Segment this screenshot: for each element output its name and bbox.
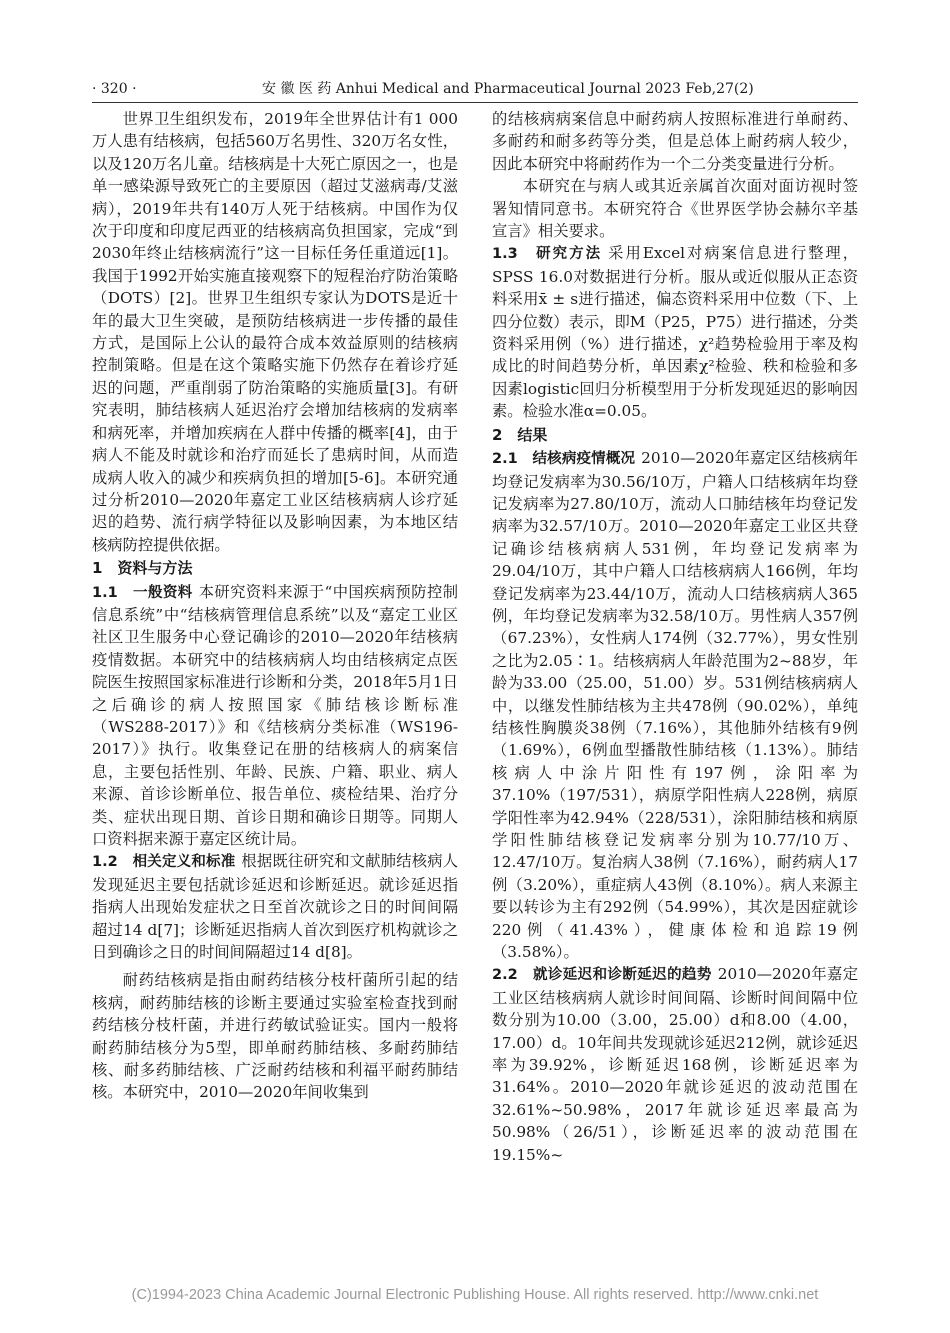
section-2-2 <box>492 963 858 1166</box>
section-1-2-heading: 1.2 相关定义和标准 <box>92 854 236 871</box>
intro-paragraph: 世界卫生组织发布，2019年全世界估计有1 000万人患有结核病，包括560万名男性、320万名女性，以及120万名儿童。结核病是十大死亡原因之一，也是单一感染源导致死亡的主要原因（超过艾滋病毒/艾滋病），2019年共有140万人死于结核病。中国作为仅次于印度和印度尼西亚的结核病高负担国家，完成“到2030年终止结核病流行”这一目标任务任重道远[1]。我国于1992开始实施直接观察下的短程治疗防治策略（DOTS）[2]。世界卫生组织专家认为DOTS是近十年的最大卫生突破，是预防结核病进一步传播的最佳方式，是国际上公认的最符合成本效益原则的结核病控制策略。但是在这个策略实施下仍然存在着诊疗延迟的问题，严重削弱了防治策略的实施质量[3]。有研究表明，肺结核病人延迟治疗会增加结核病的发病率和病死率，并增加疾病在人群中传播的概率[4]，由于病人不能及时就诊和治疗而延长了患病时间，从而造成病人收入的减少和疾病负担的增加[5-6]。本研究通过分析2010—2020年嘉定工业区结核病病人诊疗延迟的趋势、流行病学特征以及影响因素，为本地区结核病防控提供依据。 <box>92 110 458 554</box>
header-rule <box>92 102 858 103</box>
copyright-footer: (C)1994-2023 China Academic Journal Electronic Publishing House. All rights reserved. http://www.cnki.net <box>131 1287 819 1303</box>
section-1-2 <box>92 850 458 963</box>
section-2-1-heading: 2.1 结核病疫情概况 <box>492 451 636 468</box>
consent-paragraph: 本研究在与病人或其近亲属首次面对面访视时签署知情同意书。本研究符合《世界医学协会赫尔辛基宣言》相关要求。 <box>492 177 858 241</box>
section-1-2-text: 根据既往研究和文献肺结核病人发现延迟主要包括就诊延迟和诊断延迟。就诊延迟指指病人出现始发症状之日至首次就诊之日的时间间隔超过14 d[7]；诊断延迟指病人首次到医疗机构就诊之日到确诊之日的时间间隔超过14 d[8]。 <box>92 852 458 962</box>
section-1-1-text: 本研究资料来源于“中国疾病预防控制信息系统”中“结核病管理信息系统”以及“嘉定工业区社区卫生服务中心登记确诊的2010—2020年结核病疫情数据。本研究中的结核病病人均由结核病定点医院医生按照国家标准进行诊断和分类，2018年5月1日之后确诊的病人按照国家《肺结核诊断标准（WS288-2017）》和《结核病分类标准（WS196-2017）》执行。收集登记在册的结核病人的病案信息，主要包括性别、年龄、民族、户籍、职业、病人来源、首诊诊断单位、报告单位、痰检结果、治疗分类、症状出现日期、首诊日期和确诊日期等。同期人口资料据来源于嘉定区统计局。 <box>92 582 458 848</box>
section-1-3-text: 采用Excel对病案信息进行整理，SPSS 16.0对数据进行分析。服从或近似服从正态资料采用x̄ ± s进行描述，偏态资料采用中位数（下、上四分位数）表示，即M（P25，P75）进行描述，分类资料采用例（%）进行描述，χ²趋势检验用于率及构成比的时间趋势分析，单因素χ²检验、秩和检验和多因素logistic回归分析模型用于分析发现延迟的影响因素。检验水准α=0.05。 <box>492 244 858 421</box>
section-1-3 <box>492 242 858 422</box>
mdr-paragraph-continued: 的结核病病案信息中耐药病人按照标准进行单耐药、多耐药和耐多药等分类，但是总体上耐药病人较少，因此本研究中将耐药作为一个二分类变量进行分析。 <box>492 110 858 173</box>
section-1-3-heading: 1.3 研究方法 <box>492 246 603 263</box>
mdr-paragraph: 耐药结核病是指由耐药结核分枝杆菌所引起的结核病，耐药肺结核的诊断主要通过实验室检查找到耐药结核分枝杆菌，并进行药敏试验证实。国内一般将耐药肺结核分为5型，即单耐药肺结核、多耐药肺结核、耐多药肺结核、广泛耐药结核和利福平耐药肺结核。本研究中，2010—2020年间收集到 <box>92 971 458 1102</box>
section-2-1 <box>492 447 858 963</box>
left-column <box>92 108 458 1283</box>
section-1-1-heading: 1.1 一般资料 <box>92 584 193 601</box>
running-head <box>92 78 858 100</box>
section-1-heading: 1 资料与方法 <box>92 559 193 578</box>
section-2-1-text: 2010—2020年嘉定区结核病年均登记发病率为30.56/10万，户籍人口结核病年均登记发病率为27.80/10万，流动人口肺结核年均登记发病率为32.57/10万。2010—2020年嘉定工业区共登记确诊结核病病人531例，年均登记发病率为29.04/10万，其中户籍人口结核病病人166例，年均登记发病率为23.44/10万，流动人口结核病病人365例，年均登记发病率为32.58/10万。男性病人357例（67.23%），女性病人174例（32.77%），男女性别之比为2.05∶1。结核病病人年龄范围为2~88岁，年龄为33.00（25.00，51.00）岁。531例结核病病人中，以继发性肺结核为主共478例（90.02%），单纯结核性胸膜炎38例（7.16%），其他肺外结核有9例（1.69%），6例血型播散性肺结核（1.13%）。肺结核病人中涂片阳性有197例，涂阳率为37.10%（197/531），病原学阳性病人228例，病原学阳性率为42.94%（228/531），涂阳肺结核和病原学阳性肺结核登记发病率分别为10.77/10万、12.47/10万。复治病人38例（7.16%），耐药病人17例（3.20%），重症病人43例（8.10%）。病人来源主要以转诊为主有292例（54.99%），其次是因症就诊220例（41.43%），健康体检和追踪19例（3.58%）。 <box>492 449 858 962</box>
section-2-2-heading: 2.2 就诊延迟和诊断延迟的趋势 <box>492 967 712 984</box>
journal-title: 安 徽 医 药 Anhui Medical and Pharmaceutical Journal 2023 Feb,27(2) <box>262 81 754 97</box>
section-2-heading: 2 结果 <box>492 425 548 444</box>
section-2-2-text: 2010—2020年嘉定工业区结核病病人就诊时间间隔、诊断时间间隔中位数分别为10.00（3.00，25.00）d和8.00（4.00，17.00）d。10年间共发现就诊延迟212例，就诊延迟率为39.92%，诊断延迟168例，诊断延迟率为31.64%。2010—2020年就诊延迟的波动范围在32.61%~50.98%，2017年就诊延迟率最高为50.98%（26/51），诊断延迟率的波动范围在19.15%~ <box>492 965 858 1164</box>
page-number: · 320 · <box>92 81 137 97</box>
right-column <box>492 108 858 1283</box>
section-1-1 <box>92 581 458 851</box>
